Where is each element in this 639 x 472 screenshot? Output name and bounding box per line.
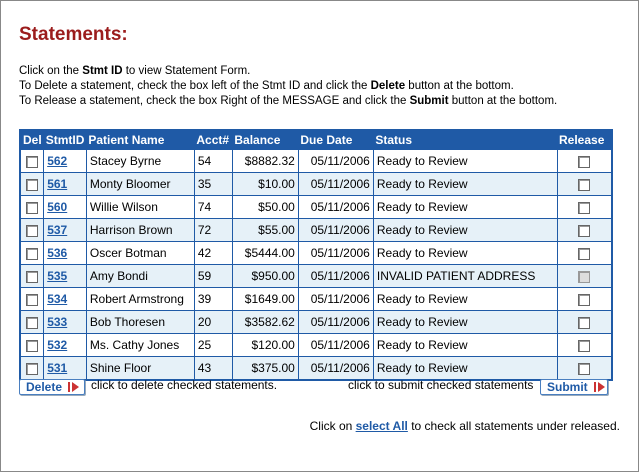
balance-cell: $3582.62 bbox=[232, 311, 298, 334]
balance-cell: $10.00 bbox=[232, 173, 298, 196]
patient-name-cell: Shine Floor bbox=[86, 357, 194, 381]
stmtid-cell bbox=[44, 196, 87, 219]
instruction-bold: Stmt ID bbox=[82, 65, 123, 77]
stmt-id-link[interactable]: 536 bbox=[47, 246, 68, 260]
release-cell bbox=[557, 288, 612, 311]
submit-button-label: Submit bbox=[547, 380, 588, 394]
del-cell bbox=[20, 288, 44, 311]
header-release: Release bbox=[557, 130, 612, 150]
balance-cell: $55.00 bbox=[232, 219, 298, 242]
stmt-id-link[interactable]: 535 bbox=[47, 269, 68, 283]
footer-text: to check all statements under released. bbox=[407, 419, 620, 433]
table-header-row bbox=[20, 130, 612, 150]
stmtid-cell bbox=[44, 219, 87, 242]
stmt-id-link[interactable]: 561 bbox=[47, 177, 68, 191]
balance-cell: $8882.32 bbox=[232, 150, 298, 173]
patient-name-cell: Robert Armstrong bbox=[86, 288, 194, 311]
instruction-bold: Delete bbox=[370, 80, 406, 92]
delete-checkbox[interactable] bbox=[26, 340, 38, 352]
stmtid-cell bbox=[44, 357, 87, 381]
status-cell: Ready to Review bbox=[373, 311, 557, 334]
release-checkbox[interactable] bbox=[578, 294, 590, 306]
release-checkbox[interactable] bbox=[578, 248, 590, 260]
status-cell: Ready to Review bbox=[373, 196, 557, 219]
status-cell: Ready to Review bbox=[373, 334, 557, 357]
instruction-text: button at the bottom. bbox=[405, 80, 514, 92]
patient-name-cell: Monty Bloomer bbox=[86, 173, 194, 196]
del-cell bbox=[20, 219, 44, 242]
header-balance: Balance bbox=[232, 130, 298, 150]
release-cell bbox=[557, 311, 612, 334]
due-date-cell: 05/11/2006 bbox=[298, 242, 373, 265]
acct-cell: 54 bbox=[194, 150, 232, 173]
stmt-id-link[interactable]: 562 bbox=[47, 154, 68, 168]
release-cell bbox=[557, 219, 612, 242]
instructions bbox=[19, 64, 557, 109]
due-date-cell: 05/11/2006 bbox=[298, 219, 373, 242]
balance-cell: $120.00 bbox=[232, 334, 298, 357]
statements-table bbox=[19, 129, 613, 381]
acct-cell: 25 bbox=[194, 334, 232, 357]
table-row bbox=[20, 334, 612, 357]
acct-cell: 43 bbox=[194, 357, 232, 381]
play-arrow-icon bbox=[68, 381, 80, 393]
acct-cell: 39 bbox=[194, 288, 232, 311]
status-cell: Ready to Review bbox=[373, 242, 557, 265]
acct-cell: 59 bbox=[194, 265, 232, 288]
select-all-link[interactable]: select All bbox=[355, 419, 408, 433]
submit-button[interactable] bbox=[540, 379, 608, 395]
table-row bbox=[20, 357, 612, 381]
patient-name-cell: Harrison Brown bbox=[86, 219, 194, 242]
patient-name-cell: Amy Bondi bbox=[86, 265, 194, 288]
delete-checkbox[interactable] bbox=[26, 271, 38, 283]
del-cell bbox=[20, 357, 44, 381]
status-cell: Ready to Review bbox=[373, 150, 557, 173]
instruction-text: to view Statement Form. bbox=[122, 65, 251, 77]
del-cell bbox=[20, 173, 44, 196]
stmt-id-link[interactable]: 534 bbox=[47, 292, 68, 306]
release-cell bbox=[557, 150, 612, 173]
del-cell bbox=[20, 196, 44, 219]
stmt-id-link[interactable]: 531 bbox=[47, 361, 68, 375]
status-cell: Ready to Review bbox=[373, 219, 557, 242]
delete-checkbox[interactable] bbox=[26, 317, 38, 329]
delete-checkbox[interactable] bbox=[26, 363, 38, 375]
stmt-id-link[interactable]: 533 bbox=[47, 315, 68, 329]
release-cell bbox=[557, 265, 612, 288]
due-date-cell: 05/11/2006 bbox=[298, 265, 373, 288]
balance-cell: $950.00 bbox=[232, 265, 298, 288]
del-cell bbox=[20, 311, 44, 334]
table-row bbox=[20, 150, 612, 173]
table-row bbox=[20, 196, 612, 219]
del-cell bbox=[20, 334, 44, 357]
page-title: Statements: bbox=[19, 24, 128, 45]
stmtid-cell bbox=[44, 173, 87, 196]
instruction-text: button at the bottom. bbox=[448, 95, 558, 107]
instruction-line-2 bbox=[19, 79, 557, 94]
release-cell bbox=[557, 173, 612, 196]
balance-cell: $5444.00 bbox=[232, 242, 298, 265]
status-cell: Ready to Review bbox=[373, 288, 557, 311]
submit-note: click to submit checked statements bbox=[348, 378, 534, 392]
status-cell: Ready to Review bbox=[373, 357, 557, 381]
delete-checkbox[interactable] bbox=[26, 248, 38, 260]
patient-name-cell: Oscer Botman bbox=[86, 242, 194, 265]
header-stmtid: StmtID bbox=[44, 130, 87, 150]
stmtid-cell bbox=[44, 311, 87, 334]
release-cell bbox=[557, 242, 612, 265]
stmtid-cell bbox=[44, 242, 87, 265]
instruction-line-1 bbox=[19, 64, 557, 79]
stmtid-cell bbox=[44, 288, 87, 311]
header-due-date: Due Date bbox=[298, 130, 373, 150]
release-checkbox[interactable] bbox=[578, 317, 590, 329]
acct-cell: 35 bbox=[194, 173, 232, 196]
patient-name-cell: Willie Wilson bbox=[86, 196, 194, 219]
instruction-bold: Submit bbox=[409, 95, 449, 107]
due-date-cell: 05/11/2006 bbox=[298, 196, 373, 219]
status-cell: Ready to Review bbox=[373, 173, 557, 196]
patient-name-cell: Ms. Cathy Jones bbox=[86, 334, 194, 357]
table-row bbox=[20, 288, 612, 311]
due-date-cell: 05/11/2006 bbox=[298, 173, 373, 196]
due-date-cell: 05/11/2006 bbox=[298, 334, 373, 357]
instruction-text: To Release a statement, check the box Right of the MESSAGE and click the bbox=[19, 95, 410, 107]
delete-note: click to delete checked statements. bbox=[91, 378, 278, 392]
due-date-cell: 05/11/2006 bbox=[298, 288, 373, 311]
stmtid-cell bbox=[44, 265, 87, 288]
instruction-text: Click on the bbox=[19, 65, 83, 77]
table-row bbox=[20, 242, 612, 265]
release-checkbox[interactable] bbox=[578, 225, 590, 237]
delete-checkbox[interactable] bbox=[26, 156, 38, 168]
acct-cell: 42 bbox=[194, 242, 232, 265]
release-checkbox[interactable] bbox=[578, 340, 590, 352]
table-row bbox=[20, 265, 612, 288]
release-checkbox[interactable] bbox=[578, 363, 590, 375]
acct-cell: 72 bbox=[194, 219, 232, 242]
table-row bbox=[20, 173, 612, 196]
stmtid-cell bbox=[44, 334, 87, 357]
footer-text: Click on bbox=[309, 419, 356, 433]
header-acct: Acct# bbox=[194, 130, 232, 150]
release-cell bbox=[557, 357, 612, 381]
table-row bbox=[20, 219, 612, 242]
delete-checkbox[interactable] bbox=[26, 294, 38, 306]
del-cell bbox=[20, 150, 44, 173]
due-date-cell: 05/11/2006 bbox=[298, 311, 373, 334]
del-cell bbox=[20, 265, 44, 288]
patient-name-cell: Bob Thoresen bbox=[86, 311, 194, 334]
status-cell: INVALID PATIENT ADDRESS bbox=[373, 265, 557, 288]
release-checkbox[interactable] bbox=[578, 179, 590, 191]
balance-cell: $50.00 bbox=[232, 196, 298, 219]
due-date-cell: 05/11/2006 bbox=[298, 357, 373, 381]
stmt-id-link[interactable]: 537 bbox=[47, 223, 68, 237]
due-date-cell: 05/11/2006 bbox=[298, 150, 373, 173]
release-checkbox bbox=[578, 271, 590, 283]
acct-cell: 74 bbox=[194, 196, 232, 219]
release-cell bbox=[557, 196, 612, 219]
patient-name-cell: Stacey Byrne bbox=[86, 150, 194, 173]
delete-checkbox[interactable] bbox=[26, 179, 38, 191]
acct-cell: 20 bbox=[194, 311, 232, 334]
play-arrow-icon bbox=[594, 381, 603, 393]
del-cell bbox=[20, 242, 44, 265]
balance-cell: $1649.00 bbox=[232, 288, 298, 311]
header-del: Del bbox=[20, 130, 44, 150]
release-checkbox[interactable] bbox=[578, 156, 590, 168]
table-row bbox=[20, 311, 612, 334]
stmt-id-link[interactable]: 532 bbox=[47, 338, 68, 352]
instruction-line-3 bbox=[19, 94, 557, 109]
release-cell bbox=[557, 334, 612, 357]
instruction-text: To Delete a statement, check the box left of the Stmt ID and click the bbox=[19, 80, 371, 92]
stmtid-cell bbox=[44, 150, 87, 173]
header-patient-name: Patient Name bbox=[86, 130, 194, 150]
balance-cell: $375.00 bbox=[232, 357, 298, 381]
delete-checkbox[interactable] bbox=[26, 225, 38, 237]
footer-note bbox=[310, 419, 620, 433]
release-checkbox[interactable] bbox=[578, 202, 590, 214]
delete-button[interactable] bbox=[19, 379, 85, 395]
header-status: Status bbox=[373, 130, 557, 150]
stmt-id-link[interactable]: 560 bbox=[47, 200, 68, 214]
delete-button-label: Delete bbox=[26, 380, 63, 394]
delete-checkbox[interactable] bbox=[26, 202, 38, 214]
